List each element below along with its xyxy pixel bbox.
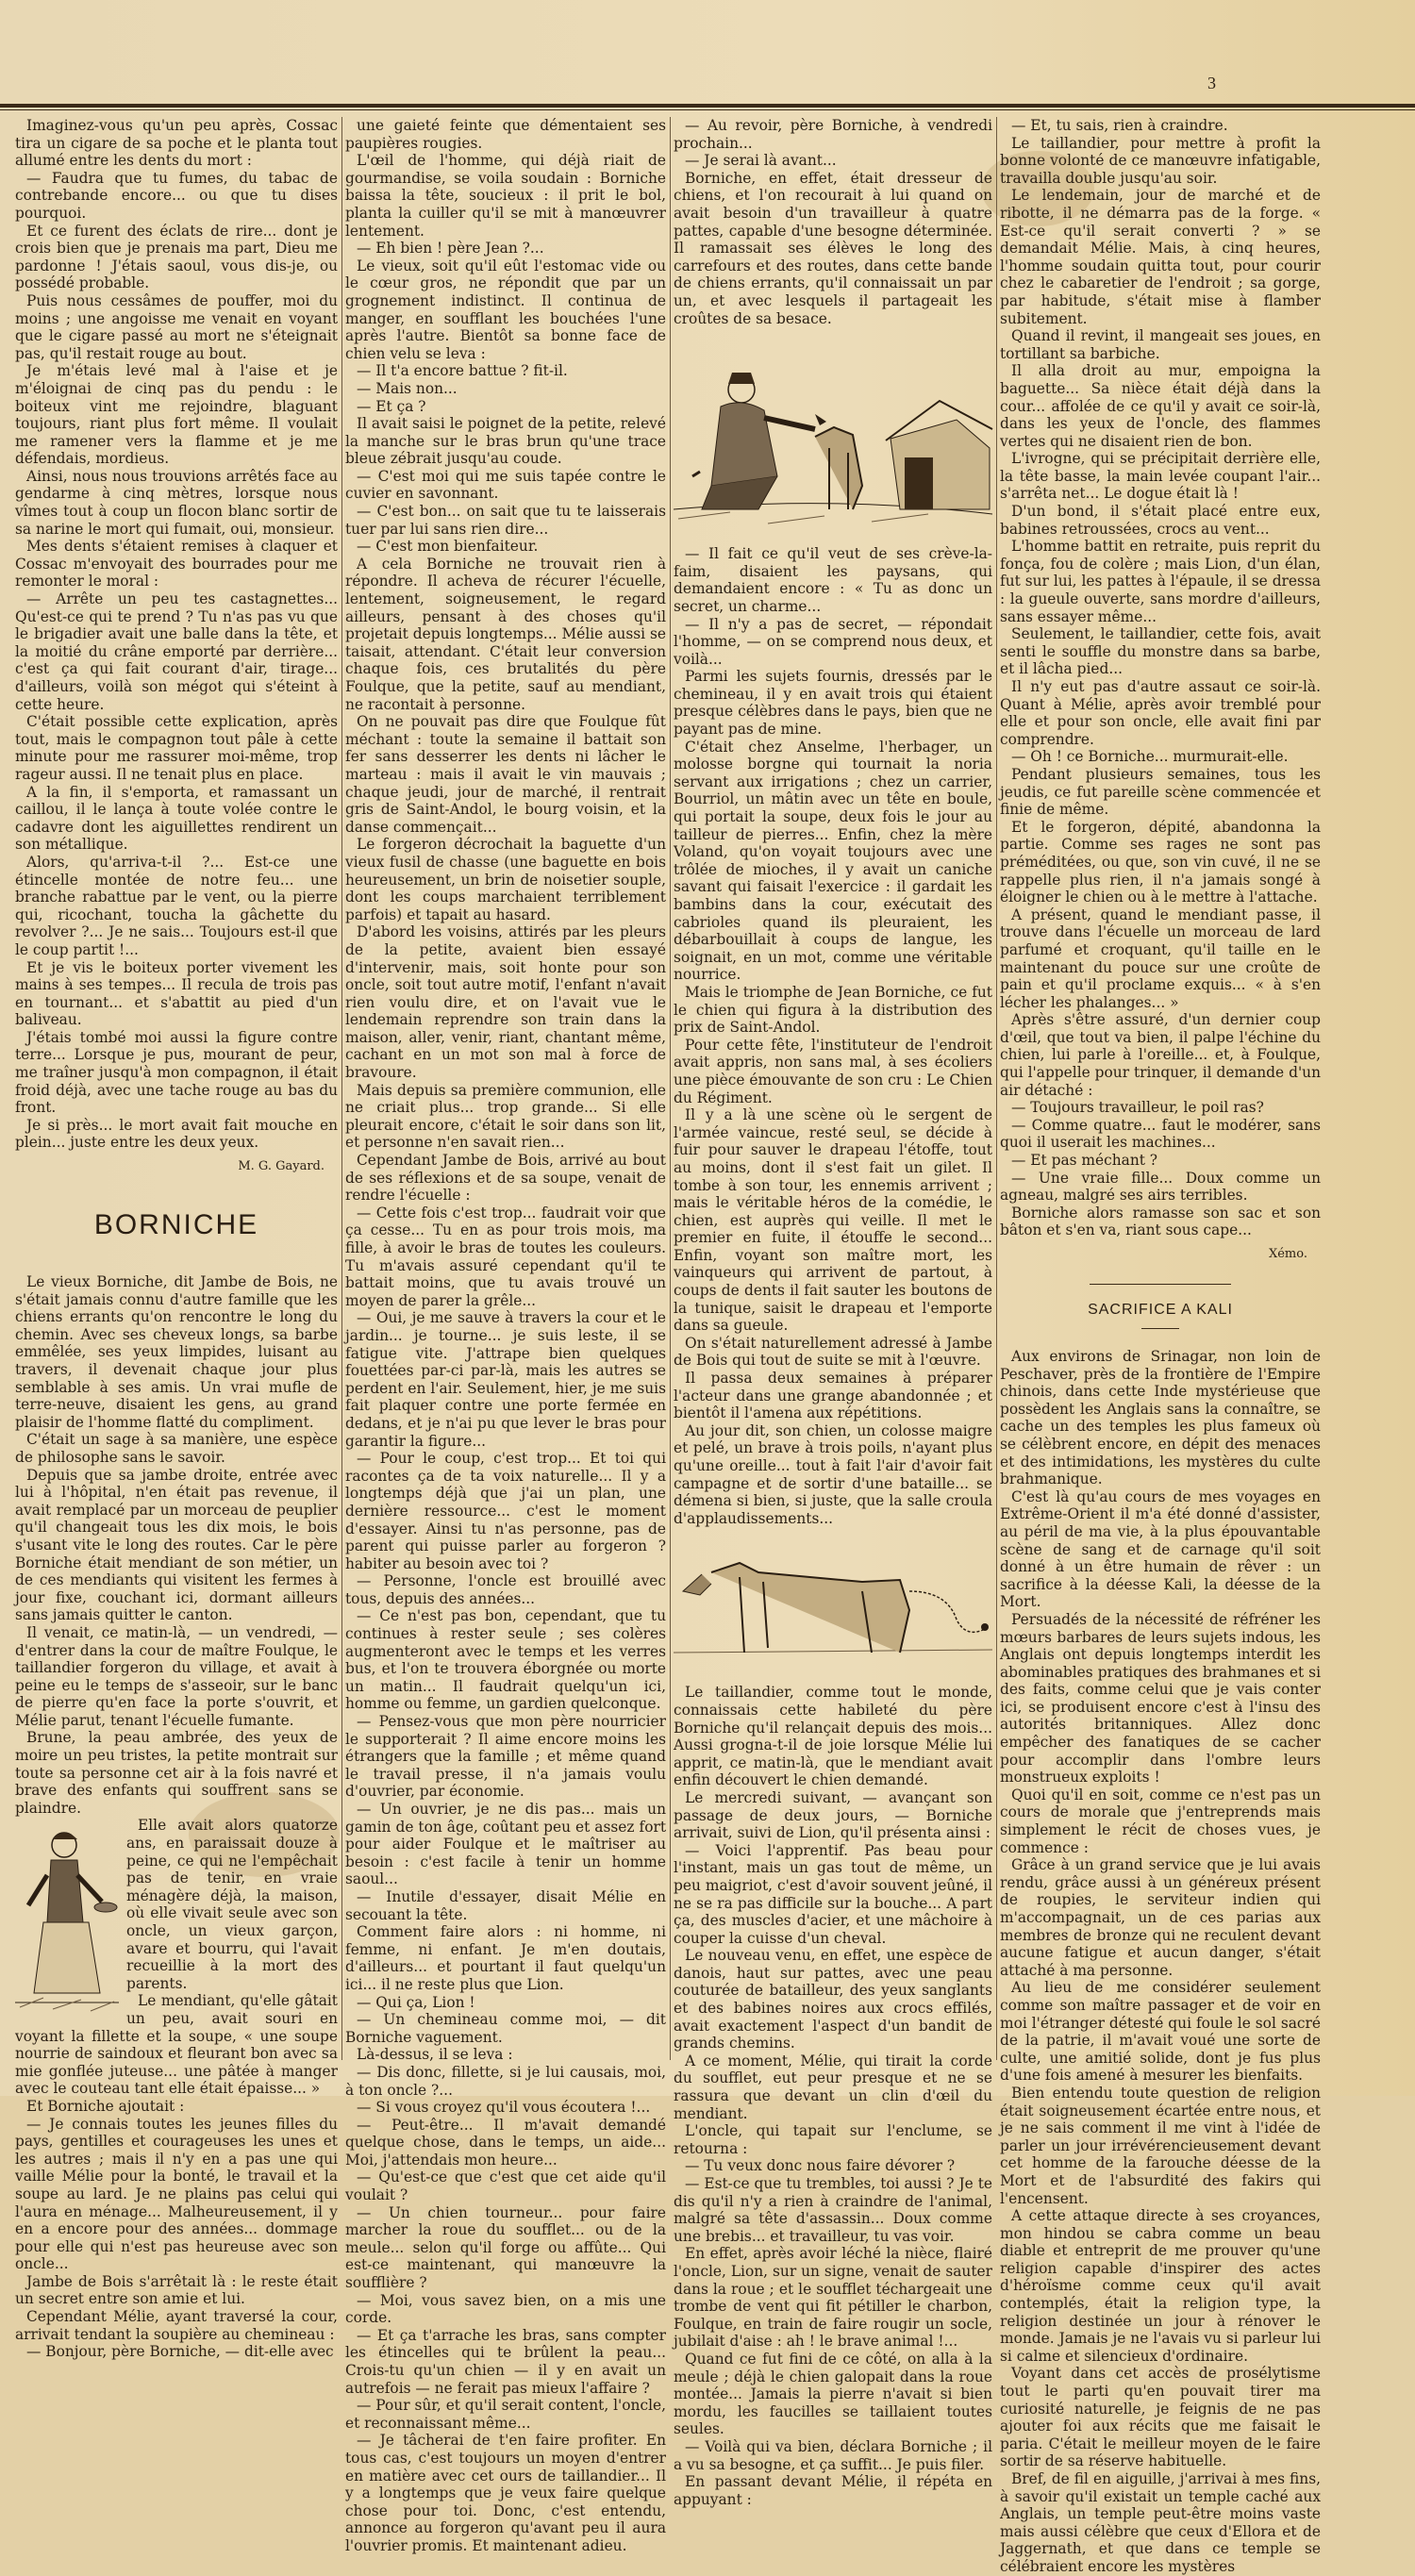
paragraph: Le lendemain, jour de marché et de ribotte, il ne démarra pas de la forge. « Est-ce qu'il serait converti ? » se demandait Mélie. Mais, à cinq heures, l'homme soudain quitta tout, pour courir chez le cabaretier de l'endroit ; sa gorge, par habitude, s'était mise à flamber subitement. bbox=[1000, 187, 1321, 327]
paragraph: Et ce furent des éclats de rire... dont je crois bien que je prenais ma part, Dieu me pardonne ! J'étais saoul, vous dis-je, ou possédé probable. bbox=[15, 222, 338, 292]
paragraph: — Voici l'apprentif. Pas beau pour l'instant, mais un gas tout de même, un peu maigriot, c'est d'avoir souvent jeûné, il ne se ra pas difficile sur la bouche... A part ça, des muscles d'acier, et une mâchoire à couper la cuisse d'un cheval. bbox=[674, 1841, 992, 1947]
paragraph: — Et ça ? bbox=[357, 397, 426, 415]
paragraph: Grâce à un grand service que je lui avais rendu, grâce aussi à un généreux présent de roupies, le serviteur indien qui m'accompagnait, un de ces parias aux membres de bronze qui ne reculent devant aucune fatigue et aucun danger, s'était attaché à ma personne. bbox=[1000, 1856, 1321, 1979]
paragraph: — Au revoir, père Borniche, à vendredi prochain... bbox=[674, 117, 992, 152]
paragraph: Cependant Mélie, ayant traversé la cour, arrivait tendant la soupière au chemineau : bbox=[15, 2308, 338, 2343]
paragraph: Imaginez-vous qu'un peu après, Cossac tira un cigare de sa poche et le planta tout allumé entre les dents du mort : bbox=[15, 117, 338, 170]
paragraph: Quand ce fut fini de ce côté, on alla à la meule ; déjà le chien galopait dans la roue montée... Jamais la pierre n'avait si bien mordu, les faucilles se taillaient toutes seules. bbox=[674, 2350, 992, 2438]
paragraph: — Je tâcherai de t'en faire profiter. En tous cas, c'est toujours un moyen d'entrer en matière avec cet ours de taillandier... Il y a longtemps que je veux faire quelque chose pour toi. Donc, c'est entendu, annonce au forgeron qu'avant peu il aura l'ouvrier promis. Et maintenant adieu. bbox=[345, 2432, 666, 2554]
paragraph: une gaieté feinte que démentaient ses paupières rougies. bbox=[345, 117, 666, 152]
paragraph: — Eh bien ! père Jean ?... bbox=[357, 240, 544, 258]
title-underline bbox=[1141, 1328, 1179, 1329]
column-4 bbox=[1000, 117, 1321, 2575]
story-title-sacrifice: SACRIFICE A KALI bbox=[1088, 1302, 1233, 1318]
paragraph: A présent, quand le mendiant passe, il trouve dans l'écuelle un morceau de lard parfumé et croquant, qu'il taille en le maintenant du pouce sur une croûte de pain et qu'il proclame exquis... « à s'en lécher les phalanges... » bbox=[1000, 906, 1321, 1011]
column-separator bbox=[341, 117, 342, 2060]
paragraph: — Moi, vous savez bien, on a mis une corde. bbox=[345, 2291, 666, 2327]
paragraph: On ne pouvait pas dire que Foulque fût méchant : toute la semaine il battait son fer sans desserrer les dents ni lâcher le marteau : mais il avait le vin mauvais ; chaque jeudi, jour de marché, il rentrait gris de Saint-Andol, le bourg voisin, et la danse commençait... bbox=[345, 713, 666, 836]
paragraph: Aux environs de Srinagar, non loin de Peschaver, près de la frontière de l'Empire chinois, dans cette Inde mystérieuse que possèdent les Anglais sans la connaître, se cache un des temples les plus fameux où se célèbrent encore, en dépit des menaces et des intimidations, les mystères du culte brahmanique. bbox=[1000, 1348, 1321, 1488]
paragraph: Mais depuis sa première communion, elle ne criait plus... trop grande... Si elle pleurait encore, c'était le soir dans son lit, et personne n'en savait rien... bbox=[345, 1081, 666, 1152]
paragraph: — Il fait ce qu'il veut de ses crève-la-faim, disaient les paysans, qui demandaient encore : « Tu as donc un secret, un charme... bbox=[674, 545, 992, 615]
paragraph: — Si vous croyez qu'il vous écoutera !... bbox=[357, 2099, 651, 2117]
paragraph: Depuis que sa jambe droite, entrée avec lui à l'hôpital, n'en était pas revenue, il avait remplacé par un morceau de peuplier qu'il changeait tous les dix mois, le bois s'usant vite le long des routes. Car le père Borniche était mendiant de son métier, un de ces mendiants qui visitent les fermes à jour fixe, couchant ici, dormant ailleurs sans jamais quitter le canton. bbox=[15, 1466, 338, 1624]
paragraph: Ainsi, nous nous trouvions arrêtés face au gendarme à cinq mètres, lorsque nous vîmes tout à coup un flocon blanc sortir de sa narine le mort qui fumait, oui, monsieur. bbox=[15, 467, 338, 538]
paragraph: L'œil de l'homme, qui déjà riait de gourmandise, se voila soudain : Borniche baissa la tête, soucieux : il prit le bol, planta la cuiller qu'il se mit à manœuvrer lentement. bbox=[345, 152, 666, 240]
paragraph: Le forgeron décrochait la baguette d'un vieux fusil de chasse (une baguette en bois heureusement, un brin de noisetier souple, dont les coups marchaient terriblement parfois) et tapait au hasard. bbox=[345, 836, 666, 923]
paragraph: — C'est bon... on sait que tu te laisserais tuer par lui sans rien dire... bbox=[345, 503, 666, 538]
paragraph: Puis nous cessâmes de pouffer, moi du moins ; une angoisse me venait en voyant que le cigare passé au mort ne s'éteignait pas, qu'il restait rouge au bout. bbox=[15, 291, 338, 362]
paragraph: — Cette fois c'est trop... faudrait voir que ça cesse... Tu en as pour trois mois, ma fille, à avoir le bras de toutes les couleurs. Tu m'avais assuré cependant qu'il te battait moins, que tu avais trouvé un moyen de parer la grêle... bbox=[345, 1204, 666, 1309]
paragraph: — Arrête un peu tes castagnettes... Qu'est-ce qui te prend ? Tu n'as pas vu que le brigadier avait une balle dans la tête, et la moitié du crâne emporté par derrière... c'est ça qui fait courant d'air, tirage... d'ailleurs, voilà son mégot qui s'éteint à cette heure. bbox=[15, 590, 338, 713]
paragraph: Pendant plusieurs semaines, tous les jeudis, ce fut pareille scène commencée et finie de même. bbox=[1000, 765, 1321, 819]
paragraph: Mes dents s'étaient remises à claquer et Cossac m'envoyait des bourrades pour me remonter le moral : bbox=[15, 538, 338, 590]
paragraph: C'était un sage à sa manière, une espèce de philosophe sans le savoir. bbox=[15, 1431, 338, 1466]
paragraph: — Il t'a encore battue ? fit-il. bbox=[357, 362, 568, 380]
paragraph: Et je vis le boiteux porter vivement les mains à ses tempes... Il recula de trois pas en tournant... et s'abattit au pied d'un baliveau. bbox=[15, 958, 338, 1029]
paragraph: — C'est moi qui me suis tapée contre le cuvier en savonnant. bbox=[345, 467, 666, 503]
paragraph: — Bonjour, père Borniche, — dit-elle avec bbox=[26, 2343, 334, 2361]
paragraph: — Faudra que tu fumes, du tabac de contrebande encore... ou que tu dises pourquoi. bbox=[15, 169, 338, 222]
paragraph: Et le forgeron, dépité, abandonna la partie. Comme ses rages ne sont pas préméditées, ou que, son vin cuvé, il ne se rappelle plus rien, il n'a jamais songé à éloigner le chien ou à le mettre à l'attache. bbox=[1000, 818, 1321, 906]
paragraph: Le vieux Borniche, dit Jambe de Bois, ne s'était jamais connu d'autre famille que les chiens errants qu'on rencontre le long du chemin. Avec ses cheveux longs, sa barbe emmêlée, ses yeux limpides, luisant au travers, il devenait chaque jour plus semblable à ses amis. Un vrai mufle de terre-neuve, disaient les gens, au grand plaisir de l'homme flatté du compliment. bbox=[15, 1273, 338, 1431]
paragraph: Le taillandier, pour mettre à profit la bonne volonté de ce manœuvre infatigable, travailla double jusqu'au soir. bbox=[1000, 134, 1321, 187]
paragraph: Pour cette fête, l'instituteur de l'endroit avait appris, non sans mal, à ses écoliers une pièce émouvante de son cru : Le Chien du Régiment. bbox=[674, 1036, 992, 1106]
paragraph: Le nouveau venu, en effet, une espèce de danois, haut sur pattes, avec une peau couturée de batailleur, des yeux sanglants et des babines noires aux crocs effilés, avait exactement l'aspect d'un bandit de grands chemins. bbox=[674, 1947, 992, 2052]
paragraph: — Peut-être... Il m'avait demandé quelque chose, dans le temps, un aide... Moi, j'attendais mon heure... bbox=[345, 2116, 666, 2169]
paragraph: Le mercredi suivant, — avançant son passage de deux jours, — Borniche arrivait, suivi de Lion, qu'il présenta ainsi : bbox=[674, 1788, 992, 1842]
paragraph: — Et, tu sais, rien à craindre. bbox=[1011, 117, 1228, 134]
paragraph: — Et pas méchant ? bbox=[1011, 1152, 1158, 1170]
paragraph: Le mendiant, qu'elle gâtait un peu, avait souri en voyant la fillette et la soupe, « une soupe nourrie de saindoux et fleurant bon avec sa mie gonflée juteuse... une pâtée à manger avec le couteau tant elle était épaisse... » bbox=[15, 1992, 338, 2098]
girl-with-soup-illustration bbox=[15, 1819, 119, 2017]
paragraph: Borniche alors ramasse son sac et son bâton et s'en va, riant sous cape... bbox=[1000, 1204, 1321, 1239]
paragraph: — Mais non... bbox=[357, 379, 458, 397]
paragraph: Bien entendu toute question de religion était soigneusement écartée entre nous, et je ne sais comment il me vint à l'idée de parler un jour irrévérencieusement devant cet homme de la farouche déesse de la Mort et de l'absurdité des fakirs qui l'encensent. bbox=[1000, 2084, 1321, 2207]
paragraph: — Un chien tourneur... pour faire marcher la roue du soufflet... ou de la meule... selon qu'il forge ou affûte... Qui est-ce maintenant, qui manœuvre la soufflière ? bbox=[345, 2203, 666, 2292]
header-rule-thin bbox=[0, 109, 1415, 110]
paragraph: — Pour sûr, et qu'il serait content, l'oncle, et reconnaissant même... bbox=[345, 2397, 667, 2432]
paragraph: C'était possible cette explication, après tout, mais le compagnon tout pâle à cette minute pour me rassurer moi-même, trop rageur aussi. Il ne tenait plus en place. bbox=[15, 713, 338, 783]
paragraph: Il passa deux semaines à préparer l'acteur dans une grange abandonnée ; et bientôt il l'amena aux répétitions. bbox=[674, 1370, 992, 1422]
paragraph: Seulement, le taillandier, cette fois, avait senti le souffle du monstre dans sa barbe, et il lâcha pied... bbox=[1000, 625, 1321, 678]
paragraph: L'ivrogne, qui se précipitait derrière elle, la tête basse, la main levée coupant l'air... s'arrêta net... Le dogue était là ! bbox=[1000, 450, 1321, 503]
paragraph: — Toujours travailleur, le poil ras? bbox=[1011, 1099, 1264, 1117]
paragraph: Après s'être assuré, d'un dernier coup d'œil, que tout va bien, il palpe l'échine du chien, lui parle à l'oreille... et, à Foulque, qui l'appelle pour trinquer, il demande d'un air détaché : bbox=[1000, 1011, 1321, 1099]
paragraph: — Je connais toutes les jeunes filles du pays, gentilles et courageuses les unes et les autres ; mais il n'y en a pas une qui vaille Mélie pour la bonté, le travail et la soupe au lard. Je ne plains pas celui qui l'aura en ménage... Malheureusement, il y en a encore pour des années... dommage pour elle qui n'est pas heureuse avec son oncle... bbox=[15, 2115, 338, 2273]
header-rule bbox=[0, 104, 1415, 108]
paragraph: — Comme quatre... faut le modérer, sans quoi il userait les machines... bbox=[1000, 1116, 1321, 1152]
author-signature: M. G. Gayard. bbox=[238, 1159, 325, 1174]
paragraph: Brune, la peau ambrée, des yeux de moire un peu tristes, la petite montrait sur toute sa personne cet air à la fois navré et brave des enfants qui souffrent sans se plaindre. bbox=[15, 1729, 338, 1817]
paragraph: Parmi les sujets fournis, dressés par le chemineau, il y en avait trois qui étaient presque célèbres dans le pays, bien que ne payant pas de mine. bbox=[674, 668, 992, 739]
paragraph: D'un bond, il s'était placé entre eux, babines retroussées, crocs au vent... bbox=[1000, 503, 1321, 538]
paragraph: Mais le triomphe de Jean Borniche, ce fut le chien qui figura à la distribution des prix de Saint-Andol. bbox=[674, 983, 992, 1037]
paragraph: Il avait saisi le poignet de la petite, relevé la manche sur le bras brun qu'une trace bleue zébrait jusqu'au coude. bbox=[345, 415, 666, 468]
paragraph: C'était chez Anselme, l'herbager, un molosse borgne qui tournait la noria servant aux irrigations ; chez un carrier, Bourriol, un mâtin avec un tête en boule, qui portait la soupe, deux fois le jour au tailleur de pierres... Enfin, chez la mère Voland, qu'on voyait toujours avec une trôlée de mioches, il y avait un caniche savant qui faisait l'exercice : il gardait les bambins dans la cour, exécutait des cabrioles quand ils pleuraient, les débarbouillait à coups de langue, les soignait, en un mot, comme une véritable nourrice. bbox=[674, 738, 992, 984]
paragraph: — Il n'y a pas de secret, — répondait l'homme, — on se comprend nous deux, et voilà... bbox=[674, 615, 992, 668]
paragraph: Alors, qu'arriva-t-il ?... Est-ce une étincelle montée de notre feu... une branche rabattue par le vent, ou la pierre qui, ricochant, toucha la gâchette du revolver ?... Je ne sais... Toujours est-il que le coup partit !... bbox=[15, 853, 338, 958]
column-separator bbox=[670, 117, 671, 2060]
paragraph: — Personne, l'oncle est brouillé avec tous, depuis des années... bbox=[345, 1572, 666, 1607]
paragraph: Il n'y eut pas d'autre assaut ce soir-là. Quant à Mélie, après avoir tremblé pour elle et pour son oncle, elle avait fini par comprendre. bbox=[1000, 678, 1321, 748]
paragraph: Il y a là une scène où le sergent de l'armée vaincue, resté seul, se décide à fuir pour sauver le drapeau l'étoffe, tout au moins, dont il s'est fait un gilet. Il tombe à son tour, les ennemis arrivent ; mais le véritable héros de la comédie, le chien, est auprès qui veille. Il met le premier en fuite, il étouffe le second... Enfin, voyant son maître mort, les vainqueurs qui arrivent de partout, à coups de dents il fait sauter les boutons de la tunique, saisit le drapeau et l'emporte dans sa gueule. bbox=[674, 1106, 992, 1335]
paragraph: A cela Borniche ne trouvait rien à répondre. Il acheva de récurer l'écuelle, lentement, soigneusement, le regard ailleurs, pensant à des choses qu'il projetait depuis longtemps... Mélie aussi se taisait, attendant. C'était leur conversion chaque fois, ces brutalités du père Foulque, que la petite, sauf au mendiant, ne racontait à personne. bbox=[345, 555, 666, 713]
paragraph: — Inutile d'essayer, disait Mélie en secouant la tête. bbox=[345, 1887, 666, 1923]
paragraph: — Ce n'est pas bon, cependant, que tu continues à rester seule ; ses colères augmenteront avec le temps et les verres bus, et l'on te trouvera éborgnée ou morte un matin... Il faudrait quelqu'un ici, homme ou femme, un gardien quelconque. bbox=[345, 1607, 666, 1713]
paragraph: — Un ouvrier, je ne dis pas... mais un gamin de ton âge, coûtant peu et assez fort pour aider Foulque et le maîtriser au besoin : c'est facile à tenir un homme saoul... bbox=[345, 1801, 666, 1888]
paragraph: — Oh ! ce Borniche... murmurait-elle. bbox=[1011, 748, 1289, 766]
paragraph: Et Borniche ajoutait : bbox=[26, 2097, 185, 2115]
paragraph: — Pensez-vous que mon père nourricier le supporterait ? Il aime encore moins les étrangers que la famille ; et même quand le travail presse, il n'a jamais voulu d'ouvrier, par économie. bbox=[345, 1713, 666, 1801]
paragraph: Je si près... le mort avait fait mouche en plein... juste entre les deux yeux. bbox=[15, 1116, 338, 1152]
paragraph: Là-dessus, il se leva : bbox=[357, 2046, 513, 2064]
paragraph: Comment faire alors : ni homme, ni femme, ni enfant. Je m'en doutais, d'ailleurs... et pourtant il faut quelqu'un ici... il ne reste plus que Lion. bbox=[345, 1923, 666, 1993]
paragraph: Je m'étais levé mal à l'aise et je m'éloignai de cinq pas du pendu : le boiteux vint me rejoindre, blaguant toujours, riant plus fort même. Il voulait me ramener vers la flamme et je me défendais, mordieus. bbox=[15, 362, 338, 468]
paragraph: En effet, après avoir léché la nièce, flairé l'oncle, Lion, sur un signe, venait de sauter dans la roue ; et le soufflet téchargeait une trombe de vent qui fit pétiller le charbon, Foulque, en train de faire rougir un socle, jubilait d'aise : ah ! le brave animal !... bbox=[674, 2245, 992, 2351]
paragraph: — Qu'est-ce que c'est que cet aide qu'il voulait ? bbox=[345, 2169, 666, 2204]
paragraph: Au lieu de me considérer seulement comme son maître passager et de voir en moi l'étranger détesté qui foule le sol sacré de la patrie, il m'avait voué une sorte de culte, une amitié solide, dont je fus plus d'une fois amené à mesurer les bienfaits. bbox=[1000, 1979, 1321, 2085]
paragraph: — Et ça t'arrache les bras, sans compter les étincelles qui te brûlent la peau... Crois-tu qu'un chien — il y en avait un autrefois — ne ferait pas mieux l'affaire ? bbox=[345, 2326, 666, 2397]
author-signature: Xémo. bbox=[1268, 1247, 1307, 1261]
paragraph: Elle avait alors quatorze ans, en paraissait douze à peine, ce qui ne l'empêchait pas de tenir, en vraie ménagère déjà, la maison, où elle vivait seule avec son oncle, un vieux garçon, avare et bourru, qui l'avait recueillie à la mort des parents. bbox=[126, 1817, 338, 1992]
paragraph: — Qui ça, Lion ! bbox=[357, 1993, 475, 2011]
column-3 bbox=[674, 117, 992, 2508]
paragraph: L'homme battit en retraite, puis reprit du fonça, fou de colère ; mais Lion, d'un élan, fut sur lui, les pattes à l'épaule, il se dressa : la gueule ouverte, sans mordre d'ailleurs, sans essayer même... bbox=[1000, 538, 1321, 625]
column-separator bbox=[996, 117, 997, 2060]
paragraph: On s'était naturellement adressé à Jambe de Bois qui tout de suite se mit à l'œuvre. bbox=[674, 1334, 992, 1370]
tethered-dog-illustration bbox=[674, 1535, 992, 1676]
story-title-borniche: BORNICHE bbox=[93, 1209, 259, 1241]
paragraph: Le taillandier, comme tout le monde, connaissais cette habileté du père Borniche qu'il relançait depuis des mois... Aussi grogna-t-il de joie lorsque Mélie lui apprit, ce matin-là, que le mendiant avait enfin découvert le chien demandé. bbox=[674, 1684, 992, 1789]
paragraph: C'est là qu'au cours de mes voyages en Extrême-Orient il m'a été donné d'assister, au péril de ma vie, à la plus épouvantable scène de sang et de carnage qu'il soit donné à un être humain de rêver : un sacrifice à la déesse Kali, la déesse de la Mort. bbox=[1000, 1487, 1321, 1611]
section-divider bbox=[1090, 1284, 1231, 1285]
paragraph: Quand il revint, il mangeait ses joues, en tortillant sa barbiche. bbox=[1000, 327, 1321, 362]
paragraph: A la fin, il s'emporta, et ramassant un caillou, il le lança à toute volée contre le cadavre dont les aiguillettes rendirent un son métallique. bbox=[15, 783, 338, 854]
paragraph: D'abord les voisins, attirés par les pleurs de la petite, avaient bien essayé d'intervenir, mais, soit honte pour son oncle, soit tout autre motif, l'enfant n'avait rien voulu dire, et on l'avait vue le lendemain reprendre son train dans la maison, aller, venir, riant, chantant même, cachant en un mot son mal à force de bravoure. bbox=[345, 923, 666, 1082]
column-2 bbox=[345, 117, 667, 2554]
paragraph: Jambe de Bois s'arrêtait là : le reste était un secret entre son amie et lui. bbox=[15, 2272, 338, 2308]
paragraph: — Voilà qui va bien, déclara Borniche ; il a vu sa besogne, et ça suffit... Je puis filer. bbox=[674, 2437, 992, 2473]
man-feeding-dog-illustration bbox=[674, 335, 992, 538]
paragraph: Il alla droit au mur, empoigna la baguette... Sa nièce était déjà dans la cour... affolée de ce qu'il y avait ce soir-là, dans les yeux de l'oncle, des flammes vertes qui ne disaient rien de bon. bbox=[1000, 362, 1321, 450]
paragraph: — Une vraie fille... Doux comme un agneau, malgré ses airs terribles. bbox=[1000, 1169, 1321, 1205]
paragraph: Il venait, ce matin-là, — un vendredi, — d'entrer dans la cour de maître Foulque, le taillandier forgeron du village, et avait à peine eu le temps de s'asseoir, sur le banc de pierre qu'en face la porte s'ouvrit, et Mélie parut, tenant l'écuelle fumante. bbox=[15, 1623, 338, 1729]
page-number: 3 bbox=[1207, 74, 1216, 92]
paragraph: — Un chemineau comme moi, — dit Borniche vaguement. bbox=[345, 2011, 666, 2046]
paragraph: — Oui, je me sauve à travers la cour et le jardin... je tourne... je suis leste, il se fatigue vite. J'attrape bien quelques fouettées par-ci par-là, mais les autres se perdent en l'air. Seulement, hier, je me suis fait plaquer contre une porte fermée en dedans, et je n'ai pu que lever le bras pour garantir la figure... bbox=[345, 1309, 666, 1450]
paragraph: J'étais tombé moi aussi la figure contre terre... Lorsque je pus, mourant de peur, me traîner jusqu'à mon compagnon, il était froid déjà, avec une tache rouge au bas du front. bbox=[15, 1028, 338, 1117]
paragraph: Au jour dit, son chien, un colosse maigre et pelé, un brave à trois poils, n'ayant plus qu'une oreille... tout à fait l'air d'avoir fait campagne et de sortir d'une bataille... se démena si bien, si juste, que la salle croula d'applaudissements... bbox=[674, 1421, 992, 1527]
paragraph: — Je serai là avant... bbox=[685, 152, 837, 170]
column-1 bbox=[15, 117, 338, 2361]
paragraph: Bref, de fil en aiguille, j'arrivai à mes fins, à savoir qu'il existait un temple caché aux Anglais, un temple peut-être moins vaste mais aussi célèbre que ceux d'Ellora et de Jaggernath, et que dans ce temple se célébraient encore les mystères bbox=[1000, 2470, 1321, 2575]
paragraph: A ce moment, Mélie, qui tirait la corde du soufflet, eut peur presque et ne se rassura que devant un clin d'œil du mendiant. bbox=[674, 2052, 992, 2122]
paragraph: Cependant Jambe de Bois, arrivé au bout de ses réflexions et de sa soupe, venait de rendre l'écuelle : bbox=[345, 1152, 666, 1205]
paragraph: A cette attaque directe à ses croyances, mon hindou se cabra comme un beau diable et entreprit de me prouver qu'une religion capable d'inspirer des actes d'héroïsme comme ceux qu'il avait contemplés, était la religion type, la religion destinée un jour à rénover le monde. Jamais je ne l'avais vu si parleur lui si calme et silencieux d'ordinaire. bbox=[1000, 2207, 1321, 2365]
paragraph: — Pour le coup, c'est trop... Et toi qui racontes ça de ta voix naturelle... Il y a longtemps déjà que j'ai un plan, une dernière ressource... c'est le moment d'essayer. Ainsi tu n'as personne, pas de parent qui puisse parler au forgeron ? habiter au besoin avec toi ? bbox=[345, 1450, 666, 1572]
paragraph: — Est-ce que tu trembles, toi aussi ? Je te dis qu'il n'y a rien à craindre de l'animal, malgré sa tête d'assassin... Doux comme une brebis... et travailleur, tu vas voir. bbox=[674, 2175, 992, 2245]
paragraph: Voyant dans cet accès de prosélytisme tout le parti qu'en pouvait tirer ma curiosité naturelle, je feignis de ne pas ajouter foi aux récits que me faisait le paria. C'était le meilleur moyen de le faire sortir de sa réserve habituelle. bbox=[1000, 2365, 1321, 2470]
paragraph: L'oncle, qui tapait sur l'enclume, se retourna : bbox=[674, 2122, 992, 2157]
paragraph: Borniche, en effet, était dresseur de chiens, et l'on recourait à lui quand on avait besoin d'un travailleur à quatre pattes, capable d'une besogne déterminée. Il ramassait ses élèves le long des carrefours et des routes, dans cette bande de chiens errants, qu'il connaissait un par un, et avec lesquels il partageait les croûtes de sa besace. bbox=[674, 169, 992, 327]
paragraph: Persuadés de la nécessité de réfréner les mœurs barbares de leurs sujets indous, les Anglais ont depuis longtemps interdit les abominables pratiques des brahmanes et si des faits, comme celui que je vais conter ici, se produisent encore c'est à l'insu des autorités britanniques. Allez donc empêcher des fanatiques de se cacher pour accomplir dans l'ombre leurs monstrueux exploits ! bbox=[1000, 1610, 1321, 1787]
paragraph: Le vieux, soit qu'il eût l'estomac vide ou le cœur gros, ne répondit que par un grognement indistinct. Il continua de manger, en soufflant les bouchées l'une après l'autre. Bientôt sa bonne face de chien velu se leva : bbox=[345, 257, 666, 362]
paragraph: — C'est mon bienfaiteur. bbox=[357, 538, 539, 556]
paragraph: — Tu veux donc nous faire dévorer ? bbox=[685, 2157, 956, 2175]
paragraph: En passant devant Mélie, il répéta en appuyant : bbox=[674, 2473, 992, 2508]
paragraph: Quoi qu'il en soit, comme ce n'est pas un cours de morale que j'entreprends mais simplement le récit de choses vues, je commence : bbox=[1000, 1786, 1321, 1856]
paragraph: — Dis donc, fillette, si je lui causais, moi, à ton oncle ?... bbox=[345, 2063, 666, 2099]
